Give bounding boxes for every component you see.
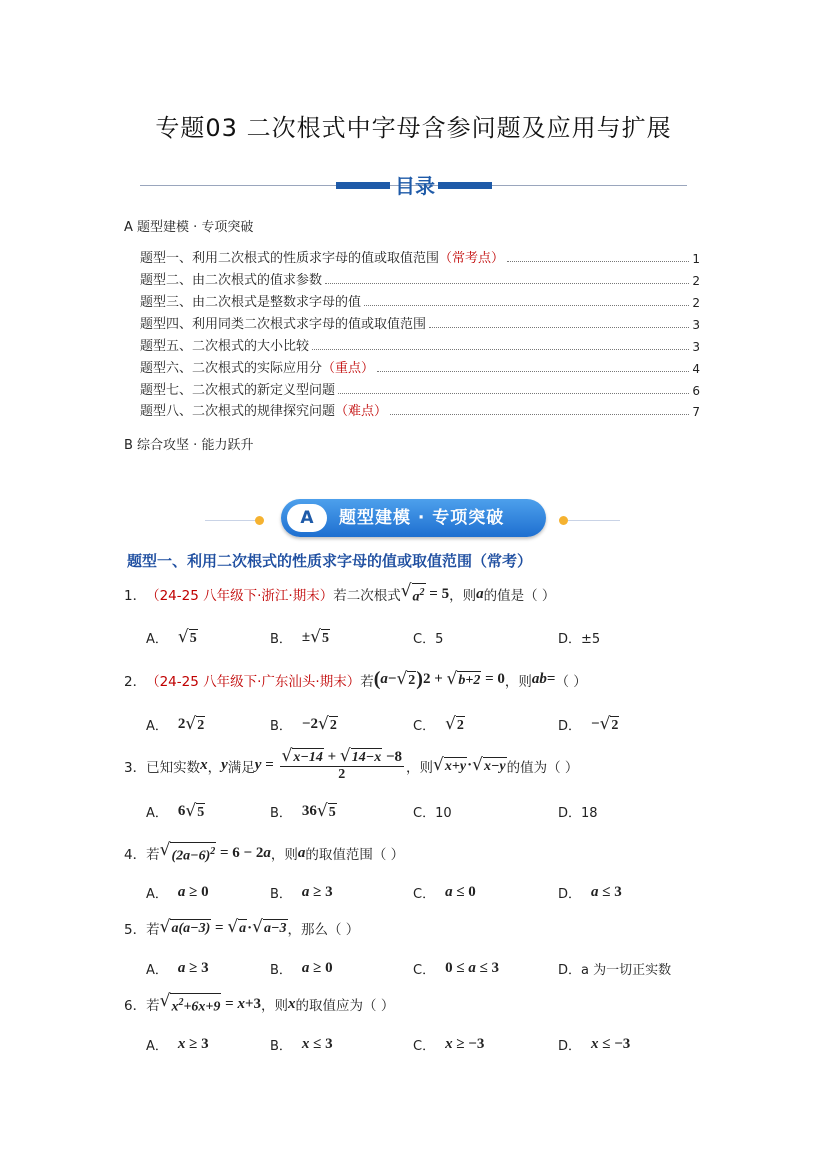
toc-leader	[338, 393, 689, 394]
formula: √ x−14 + √ 14−x −8 2	[281, 746, 403, 782]
toc-leader	[364, 305, 689, 306]
option-d[interactable]	[558, 802, 598, 821]
question-source: （24-25 八年级下·浙江·期末）	[146, 588, 334, 605]
option-a[interactable]: A． 2 √ 2	[146, 713, 205, 734]
toc-item-tag: （难点）	[335, 404, 388, 419]
formula: a	[445, 884, 453, 900]
formula: a	[301, 884, 310, 900]
option-c[interactable]: C． 0 ≤ a ≤ 3	[413, 960, 500, 978]
option-c[interactable]	[413, 715, 465, 734]
option-text: C．5	[413, 632, 444, 647]
option-d[interactable]	[558, 628, 600, 647]
formula: √ $a^2$	[400, 581, 425, 605]
option-c[interactable]	[413, 628, 443, 647]
formula: a	[476, 585, 484, 602]
option-d[interactable]: D． a ≤ 3	[558, 884, 622, 902]
toc-item-text: 题型五、二次根式的大小比较	[140, 339, 310, 354]
formula: a	[301, 960, 310, 976]
question-number: 1．	[124, 588, 147, 605]
option-a[interactable]	[146, 628, 198, 647]
option-d[interactable]	[558, 959, 671, 978]
option-label: B．	[270, 1039, 292, 1054]
question-text: ，则	[449, 588, 477, 605]
formula: √ $x^2+6x+9$	[159, 991, 221, 1015]
question-text: 已知实数	[146, 759, 201, 776]
option-label: A．	[146, 1039, 168, 1054]
option-label: A．	[146, 806, 168, 821]
question-number: 3．	[124, 759, 147, 776]
formula: √ 5	[316, 800, 336, 821]
option-label: D．	[558, 887, 582, 902]
toc-leader	[390, 414, 689, 415]
question-text: ，则	[504, 673, 532, 690]
banner-line-right	[568, 520, 620, 521]
formula: √ 5	[177, 626, 197, 647]
option-text: D．±5	[558, 632, 601, 647]
formula: √ b+2	[446, 668, 481, 689]
formula: √ 2	[445, 713, 464, 734]
option-b[interactable]: B． 36 √ 5	[270, 800, 336, 821]
option-b[interactable]: B． x ≤ 3	[270, 1036, 333, 1054]
toc-section-a[interactable]: A 题型建模 · 专项突破	[124, 220, 254, 235]
toc-section-b[interactable]: B 综合攻坚 · 能力跃升	[124, 438, 254, 453]
toc-leader	[325, 283, 689, 284]
toc-item-page: 7	[692, 405, 700, 419]
option-label: A．	[146, 632, 168, 647]
formula: √ 5	[310, 626, 329, 647]
toc-item-tag: （常考点）	[439, 251, 505, 266]
question-number: 5．	[124, 922, 147, 938]
formula: √ 5	[185, 800, 205, 821]
toc-item-tag: （重点）	[322, 361, 375, 376]
formula: x	[177, 1036, 186, 1052]
question-text: 满足	[227, 759, 255, 776]
toc-item-page: 3	[692, 318, 700, 332]
option-c[interactable]: C． x ≥ −3	[413, 1036, 485, 1054]
question-text: 的值为（ ）	[506, 759, 579, 776]
option-label: A．	[146, 719, 168, 734]
option-b[interactable]: B． a ≥ 0	[270, 960, 333, 978]
option-text: D．a 为一切正实数	[558, 963, 672, 978]
banner-badge: A	[287, 504, 327, 532]
formula: a	[177, 960, 186, 976]
option-label: C．	[413, 887, 436, 902]
option-text: C．10	[413, 806, 452, 821]
formula: √ x+y	[433, 754, 467, 775]
question-text: ，那么（ ）	[287, 922, 360, 938]
option-a[interactable]: A． a ≥ 0	[146, 884, 209, 902]
question-text: 若	[146, 922, 160, 938]
option-label: A．	[146, 963, 168, 978]
formula: √ 2	[317, 713, 337, 734]
option-label: B．	[270, 963, 292, 978]
question-text: 的取值范围（ ）	[305, 847, 405, 864]
toc-item-page: 4	[692, 362, 700, 376]
option-label: A．	[146, 887, 168, 902]
option-label: C．	[413, 963, 436, 978]
question-text: ，	[207, 759, 222, 776]
question-1: 1． （24-25 八年级下·浙江·期末） 若二次根式 √ $a^2$ = 5 ，则 a 的值是（ ）	[124, 581, 556, 605]
toc-bar-right	[438, 182, 492, 189]
question-source: （24-25 八年级下·广东汕头·期末）	[146, 673, 361, 690]
question-5: 5． 若 √ a(a−3) = √ a · √ a−3 ，那么（ ）	[124, 917, 360, 938]
toc-item-text: 题型三、由二次根式是整数求字母的值	[140, 295, 362, 310]
toc-item-page: 3	[692, 340, 700, 354]
formula: x	[301, 1036, 310, 1052]
formula: x	[445, 1036, 453, 1052]
section-banner	[281, 499, 546, 537]
formula: a	[468, 960, 476, 976]
option-a[interactable]: A． x ≥ 3	[146, 1036, 209, 1054]
formula: √ 2	[185, 713, 205, 734]
toc-label: 目录	[395, 174, 435, 198]
question-number: 2．	[124, 673, 147, 690]
toc-item-text: 题型一、利用二次根式的性质求字母的值或取值范围	[140, 251, 440, 266]
toc-item-page: 2	[692, 274, 700, 288]
toc-item[interactable]	[140, 248, 700, 266]
toc-item[interactable]	[140, 380, 700, 398]
toc-leader	[429, 327, 689, 328]
option-text: D．18	[558, 806, 598, 821]
option-c[interactable]	[413, 802, 452, 821]
question-text: 若二次根式	[333, 588, 401, 605]
formula: a	[177, 884, 186, 900]
option-d[interactable]: D． x ≤ −3	[558, 1036, 631, 1054]
toc-item-text: 题型六、二次根式的实际应用分	[140, 361, 323, 376]
formula: ±	[301, 629, 311, 645]
option-b[interactable]	[270, 628, 330, 647]
formula: √ 2	[599, 713, 619, 734]
question-4: 4． 若 √ $(2a-6)^2$ = 6 − 2 a ，则 a 的取值范围（ ）	[124, 840, 405, 864]
section-heading: 题型一、利用二次根式的性质求字母的值或取值范围（常考）	[127, 552, 533, 570]
banner-line-left	[205, 520, 257, 521]
option-label: C．	[413, 1039, 436, 1054]
option-label: C．	[413, 719, 436, 734]
toc-item[interactable]	[140, 358, 700, 376]
question-text: ，则	[406, 759, 434, 776]
question-text: 若	[360, 673, 374, 690]
option-label: B．	[270, 806, 292, 821]
question-text: 若	[146, 998, 160, 1015]
question-number: 6．	[124, 998, 147, 1015]
formula: √ $(2a-6)^2$	[159, 840, 216, 864]
option-label: B．	[270, 887, 292, 902]
banner-dot-left	[255, 516, 264, 525]
question-text: （ ）	[555, 673, 587, 690]
toc-leader	[377, 371, 689, 372]
question-text: 的取值应为（ ）	[295, 998, 395, 1015]
question-text: ，则	[270, 847, 298, 864]
toc-item[interactable]	[140, 270, 700, 288]
formula: a	[591, 884, 599, 900]
option-b[interactable]: B． −2 √ 2	[270, 713, 337, 734]
question-2: 2． （24-25 八年级下·广东汕头·期末） 若 ( a − √ 2 ) 2 + √ b+2 = 0 ，则 ab = （ ）	[124, 668, 587, 690]
option-c[interactable]: C． a ≤ 0	[413, 884, 476, 902]
toc-item-text: 题型七、二次根式的新定义型问题	[140, 383, 336, 398]
option-a[interactable]: A． a ≥ 3	[146, 960, 209, 978]
banner-text: 题型建模 · 专项突破	[339, 508, 505, 528]
option-b[interactable]: B． a ≥ 3	[270, 884, 333, 902]
toc-item-page: 1	[692, 252, 700, 266]
formula: √ a(a−3)	[159, 917, 211, 937]
toc-item-text: 题型四、利用同类二次根式求字母的值或取值范围	[140, 317, 427, 332]
toc-item-text: 题型二、由二次根式的值求参数	[140, 273, 323, 288]
formula: a	[380, 671, 388, 687]
option-d[interactable]: D． − √ 2	[558, 713, 619, 734]
toc-leader	[312, 349, 689, 350]
toc-item[interactable]	[140, 292, 700, 310]
toc-item-page: 6	[692, 384, 700, 398]
question-6: 6． 若 √ $x^2+6x+9$ = x +3 ，则 x 的取值应为（ ）	[124, 991, 395, 1015]
toc-leader	[507, 261, 689, 262]
banner-dot-right	[559, 516, 568, 525]
toc-item-page: 2	[692, 296, 700, 310]
option-label: B．	[270, 632, 292, 647]
formula: ab	[531, 671, 547, 687]
question-text: 若	[146, 847, 160, 864]
option-label: D．	[558, 1039, 582, 1054]
toc-bar-left	[336, 182, 390, 189]
question-text: 的值是（ ）	[483, 588, 556, 605]
toc-item[interactable]	[140, 401, 700, 419]
option-label: D．	[558, 719, 582, 734]
question-3: 3． 已知实数 x ， y 满足 y = √ x−14 + √ 14−x −8 2 ，则 √ x+y · √ x−y 的值为（ ）	[124, 746, 579, 782]
formula: x	[591, 1036, 599, 1052]
option-a[interactable]: A． 6 √ 5	[146, 800, 205, 821]
toc-item[interactable]	[140, 336, 700, 354]
option-label: B．	[270, 719, 292, 734]
question-number: 4．	[124, 847, 147, 864]
page-title: 专题03 二次根式中字母含参问题及应用与扩展	[155, 114, 672, 142]
toc-item[interactable]	[140, 314, 700, 332]
toc-item-text: 题型八、二次根式的规律探究问题	[140, 404, 336, 419]
question-text: ，则	[261, 998, 289, 1015]
